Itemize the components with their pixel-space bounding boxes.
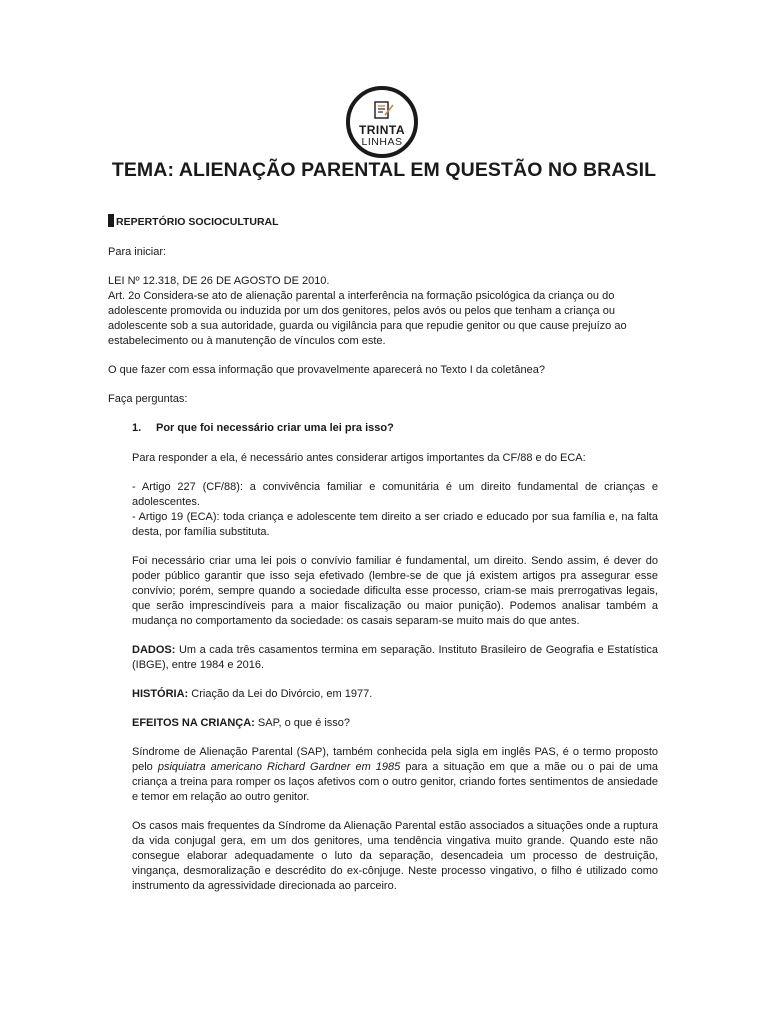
logo-text-linhas: LINHAS [361,136,403,148]
section-heading [108,214,658,230]
document-title: TEMA: ALIENAÇÃO PARENTAL EM QUESTÃO NO BRASIL [111,159,657,181]
article-227: - Artigo 227 (CF/88): a convivência familiar e comunitária é um direito fundamental de crianças e adolescentes. [132,481,658,508]
question-1 [132,421,658,436]
historia-text: Criação da Lei do Divórcio, em 1977. [188,688,373,700]
law-article-text: Art. 2o Considera-se ato de alienação parental a interferência na formação psicológica da criança ou do adolescente promovida ou induzida por um dos genitores, pelos avós ou pelos que tenham a criança ou adolescente sob a sua autoridade, guarda ou vigilância para que repudie genitor ou que cause prejuízo ao estabelecimento ou à manutenção de vínculos com este. [108,290,627,347]
explanation-text: Foi necessário criar uma lei pois o convívio familiar é fundamental, um direito. Sendo assim, é dever do poder público garantir que isso seja efetivado (lembre-se de que já existem artigos pra assegurar esse convívio; porém, sempre quando a sociedade dificulta esse processo, criam-se mais prerrogativas legais, que serão imprescindíveis para a maior fiscalização ou maior punição). Podemos analisar também a mudança no comportamento da sociedade: os casais separam-se muito mais do que antes. [132,555,658,627]
question-number: 1. [132,422,142,434]
historia-label: HISTÓRIA: [132,688,189,700]
dados-paragraph [132,643,658,673]
section-heading-text: REPERTÓRIO SOCIOCULTURAL [116,216,279,228]
notepad-pencil-icon [373,99,395,121]
articles-block [132,480,658,540]
logo-text-trinta: TRINTA [358,123,406,137]
intro-text: Para iniciar: [108,246,167,258]
ask-questions-text: Faça perguntas: [108,393,188,405]
efeitos-paragraph [132,716,658,731]
section-bar-icon [108,214,114,227]
answer-intro: Para responder a ela, é necessário antes considerar artigos importantes da CF/88 e do ECA: [132,452,586,464]
question-text: Por que foi necessário criar uma lei pra isso? [156,422,394,434]
question-section [132,421,658,894]
law-title: LEI Nº 12.318, DE 26 DE AGOSTO DE 2010. [108,275,330,287]
sap-paragraph [132,745,658,805]
dados-label: DADOS: [132,644,176,656]
historia-paragraph [132,687,658,702]
sap-text-part1: Síndrome de Alienação Parental (SAP), também conhecida pela sigla em inglês PAS, é o termo proposto pelo [132,746,658,773]
efeitos-label: EFEITOS NA CRIANÇA: [132,717,255,729]
sap-text-part2: para a situação em que a mãe ou o pai de uma criança a treina para romper os laços afetivos com o outro genitor, criando fortes sentimentos de ansiedade e temor em relação ao outro genitor. [132,761,659,803]
article-19: - Artigo 19 (ECA): toda criança e adolescente tem direito a ser criado e educado por sua família e, na falta desta, por família substituta. [132,511,658,538]
what-to-do-text: O que fazer com essa informação que provavelmente aparecerá no Texto I da coletânea? [108,364,546,376]
efeitos-text: SAP, o que é isso? [254,717,351,729]
document-body [108,214,658,908]
law-block [108,274,658,349]
cases-paragraph: Os casos mais frequentes da Síndrome da Alienação Parental estão associados a situações onde a ruptura da vida conjugal gera, em um dos genitores, uma tendência vingativa muito grande. Quando este não consegue elaborar adequadamente o luto da separação, desencadeia um processo de destruição, vingança, desmoralização e descrédito do ex-cônjuge. Neste processo vingativo, o filho é utilizado como instrumento da agressividade direcionada ao parceiro. [132,820,658,892]
sap-text-italic: psiquiatra americano Richard Gardner em 1985 [157,761,401,773]
dados-text: Um a cada três casamentos termina em separação. Instituto Brasileiro de Geografia e Estatística (IBGE), entre 1984 e 2016. [132,644,658,671]
trinta-linhas-logo [346,86,418,158]
